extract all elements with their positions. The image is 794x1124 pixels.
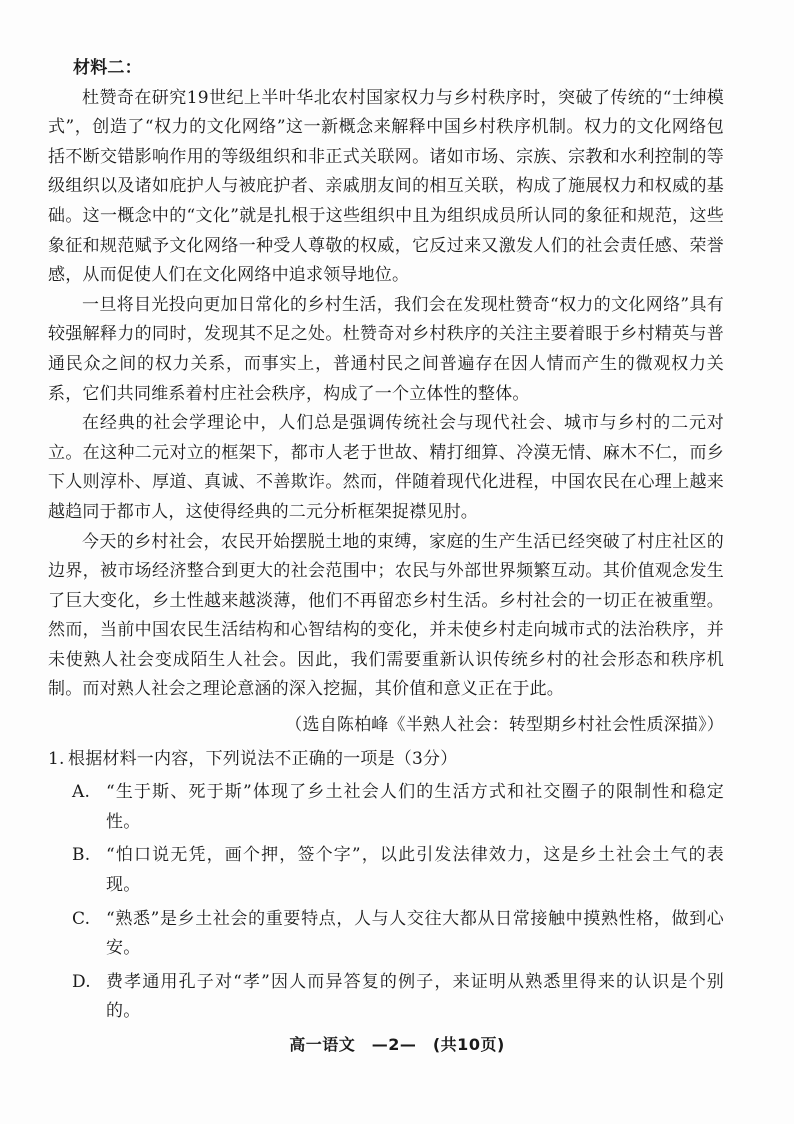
question-number: 1. — [48, 748, 65, 769]
option-b — [72, 841, 724, 900]
option-letter: C. — [72, 908, 91, 929]
source-citation: （选自陈柏峰《半熟人社会：转型期乡村社会性质深描》） — [285, 715, 724, 736]
option-text: “生于斯、死于斯”体现了乡土社会人们的生活方式和社交圈子的限制性和稳定性。 — [106, 782, 724, 832]
question-1 — [48, 745, 724, 775]
option-c — [72, 905, 724, 964]
option-letter: A. — [72, 782, 91, 803]
paragraph-1: 杜赞奇在研究19世纪上半叶华北农村国家权力与乡村秩序时，突破了传统的“士绅模式”，创造了“权力的文化网络”这一新概念来解释中国乡村秩序机制。权力的文化网络包括不断交错影响作用的等级组织和非正式关联网。诸如市场、宗族、宗教和水利控制的等级组织以及诸如庇护人与被庇护者、亲戚朋友间的相互关联，构成了施展权力和权威的基础。这一概念中的“文化”就是扎根于这些组织中且为组织成员所认同的象征和规范，这些象征和规范赋予文化网络一种受人尊敬的权威，它反过来又激发人们的社会责任感、荣誉感，从而促使人们在文化网络中追求领导地位。 — [48, 87, 724, 286]
option-text: “熟悉”是乡土社会的重要特点，人与人交往大都从日常接触中摸熟性格，做到心安。 — [106, 908, 724, 959]
option-text: “怕口说无凭，画个押，签个字”，以此引发法律效力，这是乡土社会土气的表现。 — [106, 845, 724, 896]
page-content — [48, 54, 724, 1027]
paragraph-3: 在经典的社会学理论中，人们总是强调传统社会与现代社会、城市与乡村的二元对立。在这种二元对立的框架下，都市人老于世故、精打细算、冷漠无情、麻木不仁，而乡下人则淳朴、厚道、真诚、不善欺诈。然而，伴随着现代化进程，中国农民在心理上越来越趋同于都市人，这使得经典的二元分析框架捉襟见肘。 — [48, 413, 724, 522]
question-stem: 根据材料一内容，下列说法不正确的一项是（3分） — [68, 748, 458, 769]
option-d — [72, 968, 724, 1027]
page-footer: 高一语文 —2— (共10页) — [289, 1035, 505, 1054]
option-text: 费孝通用孔子对“孝”因人而异答复的例子，来证明从熟悉里得来的认识是个别的。 — [106, 971, 724, 1022]
option-letter: B. — [72, 845, 91, 866]
paragraph-4: 今天的乡村社会，农民开始摆脱土地的束缚，家庭的生产生活已经突破了村庄社区的边界，被市场经济整合到更大的社会范围中；农民与外部世界频繁互动。其价值观念发生了巨大变化，乡土性越来越淡薄，他们不再留恋乡村生活。乡村社会的一切正在被重塑。然而，当前中国农民生活结构和心智结构的变化，并未使乡村走向城市式的法治秩序，并未使熟人社会变成陌生人社会。因此，我们需要重新认识传统乡村的社会形态和秩序机制。而对熟人社会之理论意涵的深入挖掘，其价值和意义正在于此。 — [48, 531, 724, 700]
paragraph-2: 一旦将目光投向更加日常化的乡村生活，我们会在发现杜赞奇“权力的文化网络”具有较强解释力的同时，发现其不足之处。杜赞奇对乡村秩序的关注主要着眼于乡村精英与普通民众之间的权力关系，而事实上，普通村民之间普遍存在因人情而产生的微观权力关系，它们共同维系着村庄社会秩序，构成了一个立体性的整体。 — [48, 294, 724, 404]
material-heading: 材料二： — [73, 58, 142, 78]
option-letter: D. — [72, 971, 91, 992]
option-a — [72, 778, 724, 837]
